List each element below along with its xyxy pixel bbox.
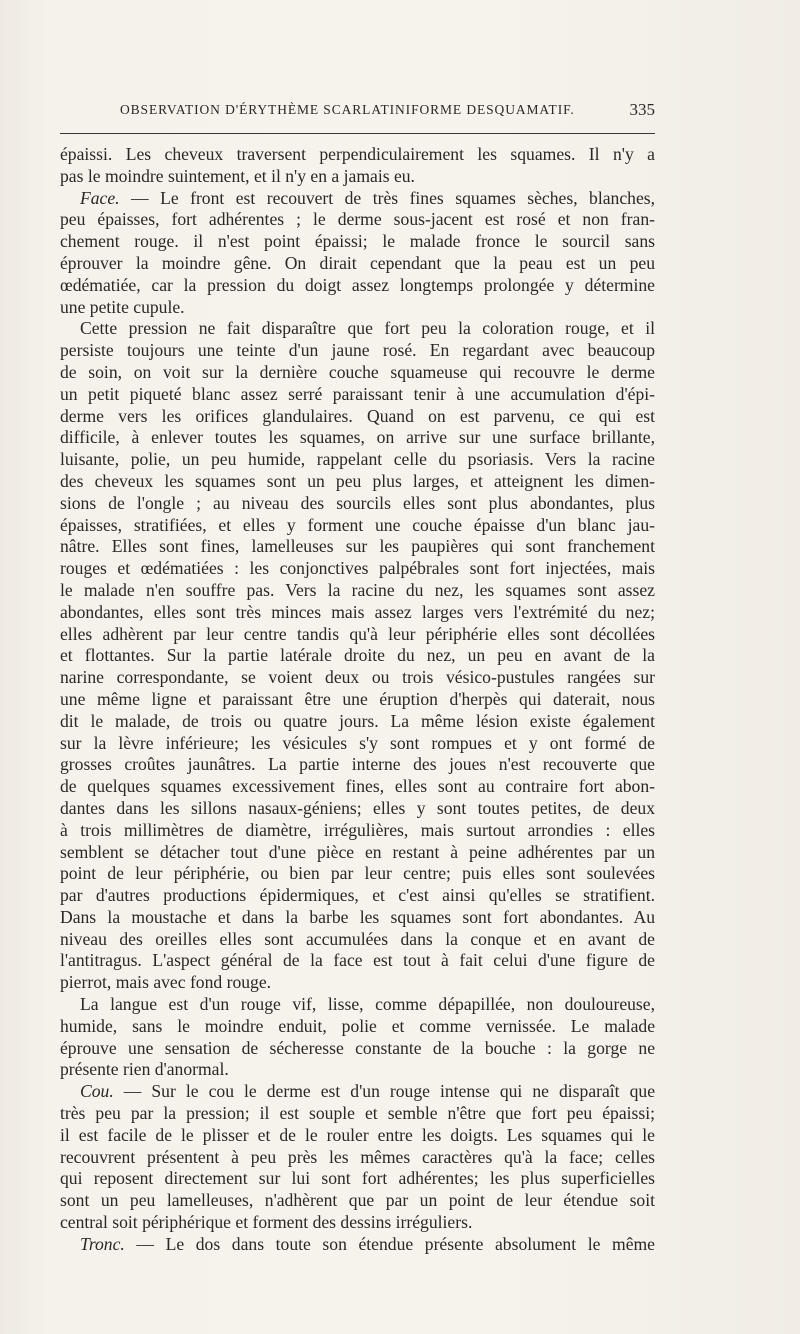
line-text: et flottantes. Sur la partie latérale droite du nez, un peu en avant de la (60, 645, 655, 666)
text-line (60, 820, 655, 842)
line-text: persiste toujours une teinte d'un jaune rosé. En regardant avec beaucoup (60, 340, 655, 361)
line-text: grosses croûtes jaunâtres. La partie interne des joues n'est recouverte que (60, 754, 655, 775)
text-line (60, 1168, 655, 1190)
line-text: dit le malade, de trois ou quatre jours. La même lésion existe également (60, 710, 655, 731)
text-line (60, 798, 655, 820)
page-number: 335 (629, 100, 655, 119)
text-line (60, 558, 655, 580)
text-line (60, 340, 655, 362)
text-line (60, 536, 655, 558)
text-line (60, 318, 655, 340)
text-line (60, 1103, 655, 1125)
line-text: central soit périphérique et forment des dessins irréguliers. (60, 1212, 473, 1233)
text-line (60, 166, 655, 188)
line-text: une petite cupule. (60, 296, 185, 317)
body-text (60, 144, 655, 1256)
line-text: très peu par la pression; il est souple et semble n'être que fort peu épaissi; (60, 1103, 655, 1124)
line-text: elles adhèrent par leur centre tandis qu'à leur périphérie elles sont décollées (60, 623, 655, 644)
text-line (60, 188, 655, 210)
text-line (60, 384, 655, 406)
line-text: qui reposent directement sur lui sont fort adhérentes; les plus superficielles (60, 1168, 655, 1189)
line-text: nâtre. Elles sont fines, lamelleuses sur les paupières qui sont franchement (60, 536, 655, 557)
text-line (60, 1125, 655, 1147)
line-text: rouges et œdématiées : les conjonctives palpébrales sont fort injectées, mais (60, 558, 655, 579)
line-text: de quelques squames excessivement fines, elles sont au contraire fort abon- (60, 776, 655, 797)
text-line (60, 711, 655, 733)
line-text: narine correspondante, se voient deux ou trois vésico-pustules rangées sur (60, 667, 655, 688)
line-text: œdématiée, car la pression du doigt assez longtemps prolongée y détermine (60, 274, 655, 295)
line-text: semblent se détacher tout d'une pièce en restant à peine adhérentes par un (60, 841, 655, 862)
text-line (60, 144, 655, 166)
text-line (60, 972, 655, 994)
text-line (60, 275, 655, 297)
page-header (60, 100, 655, 124)
text-line (60, 602, 655, 624)
text-line (60, 950, 655, 972)
text-line (60, 1059, 655, 1081)
section-lead: Face. (80, 187, 120, 208)
text-line (60, 1038, 655, 1060)
text-line (60, 515, 655, 537)
text-line (60, 667, 655, 689)
line-text: humide, sans le moindre enduit, polie et comme vernissée. Le malade (60, 1015, 655, 1036)
line-text: La langue est d'un rouge vif, lisse, comme dépapillée, non douloureuse, (80, 994, 655, 1015)
line-text: Cette pression ne fait disparaître que fort peu la coloration rouge, et il (80, 318, 655, 339)
line-text: sont un peu lamelleuses, n'adhèrent que par un point de leur étendue soit (60, 1190, 655, 1211)
line-text: présente rien d'anormal. (60, 1059, 229, 1080)
text-line (60, 1147, 655, 1169)
text-line (60, 1016, 655, 1038)
line-text: peu épaisses, fort adhérentes ; le derme sous-jacent est rosé et non fran- (60, 209, 655, 230)
text-line (60, 1190, 655, 1212)
line-text: un petit piqueté blanc assez serré paraissant tenir à une accumulation d'épi- (60, 383, 655, 404)
line-text: sions de l'ongle ; au niveau des sourcils elles sont plus abondantes, plus (60, 492, 655, 513)
text-line (60, 885, 655, 907)
line-text: à trois millimètres de diamètre, irrégulières, mais surtout arrondies : elles (60, 819, 655, 840)
line-text: recouvrent présentent à peu près les mêmes caractères qu'à la face; celles (60, 1146, 655, 1167)
text-line (60, 449, 655, 471)
text-line (60, 842, 655, 864)
text-line (60, 754, 655, 776)
line-text: épaisses, stratifiées, et elles y forment une couche épaisse d'un blanc jau- (60, 514, 655, 535)
line-text: éprouver la moindre gêne. On dirait cependant que la peau est un peu (60, 252, 655, 273)
text-line (60, 253, 655, 275)
text-line (60, 580, 655, 602)
line-text: de soin, on voit sur la dernière couche squameuse qui recouvre le derme (60, 361, 655, 382)
line-text: — Sur le cou le derme est d'un rouge intense qui ne disparaît que (113, 1081, 655, 1102)
text-line (60, 863, 655, 885)
header-rule (60, 133, 655, 134)
text-line (60, 776, 655, 798)
text-line (60, 733, 655, 755)
line-text: Dans la moustache et dans la barbe les squames sont fort abondantes. Au (60, 906, 655, 927)
line-text: luisante, polie, un peu humide, rappelant celle du psoriasis. Vers la racine (60, 449, 655, 470)
line-text: pierrot, mais avec fond rouge. (60, 972, 272, 993)
text-line (60, 1212, 655, 1234)
line-text: chement rouge. il n'est point épaissi; le malade fronce le sourcil sans (60, 231, 655, 252)
line-text: le malade n'en souffre pas. Vers la racine du nez, les squames sont assez (60, 579, 655, 600)
line-text: — Le front est recouvert de très fines squames sèches, blanches, (119, 187, 655, 208)
text-line (60, 493, 655, 515)
line-text: abondantes, elles sont très minces mais assez larges vers l'extrémité du nez; (60, 601, 655, 622)
running-head: OBSERVATION D'ÉRYTHÈME SCARLATINIFORME DESQUAMATIF. (120, 102, 575, 117)
section-lead: Tronc. (80, 1233, 125, 1254)
line-text: dantes dans les sillons nasaux-géniens; elles y sont toutes petites, de deux (60, 797, 655, 818)
text-line (60, 907, 655, 929)
text-line (60, 929, 655, 951)
line-text: il est facile de le plisser et de le rouler entre les doigts. Les squames qui le (60, 1124, 655, 1145)
line-text: par d'autres productions épidermiques, et c'est ainsi qu'elles se stratifient. (60, 885, 655, 906)
text-line (60, 1234, 655, 1256)
text-line (60, 689, 655, 711)
line-text: difficile, à enlever toutes les squames, on arrive sur une surface brillante, (60, 427, 655, 448)
text-line (60, 1081, 655, 1103)
line-text: éprouve une sensation de sécheresse constante de la bouche : la gorge ne (60, 1037, 655, 1058)
line-text: l'antitragus. L'aspect général de la face est tout à fait celui d'une figure de (60, 950, 655, 971)
text-line (60, 994, 655, 1016)
text-line (60, 471, 655, 493)
line-text: derme vers les orifices glandulaires. Quand on est parvenu, ce qui est (60, 405, 655, 426)
text-line (60, 362, 655, 384)
text-line (60, 297, 655, 319)
text-line (60, 406, 655, 428)
line-text: point de leur périphérie, ou bien par leur centre; puis elles sont soulevées (60, 863, 655, 884)
text-line (60, 645, 655, 667)
text-line (60, 231, 655, 253)
line-text: sur la lèvre inférieure; les vésicules s'y sont rompues et y ont formé de (60, 732, 655, 753)
text-line (60, 427, 655, 449)
section-lead: Cou. (80, 1081, 114, 1102)
line-text: — Le dos dans toute son étendue présente absolument le même (124, 1233, 655, 1254)
text-line (60, 209, 655, 231)
text-line (60, 624, 655, 646)
line-text: des cheveux les squames sont un peu plus larges, et atteignent les dimen- (60, 470, 655, 491)
line-text: pas le moindre suintement, et il n'y en a jamais eu. (60, 165, 415, 186)
line-text: une même ligne et paraissant être une éruption d'herpès qui daterait, nous (60, 688, 655, 709)
line-text: niveau des oreilles elles sont accumulées dans la conque et en avant de (60, 928, 655, 949)
line-text: épaissi. Les cheveux traversent perpendiculairement les squames. Il n'y a (60, 144, 655, 164)
